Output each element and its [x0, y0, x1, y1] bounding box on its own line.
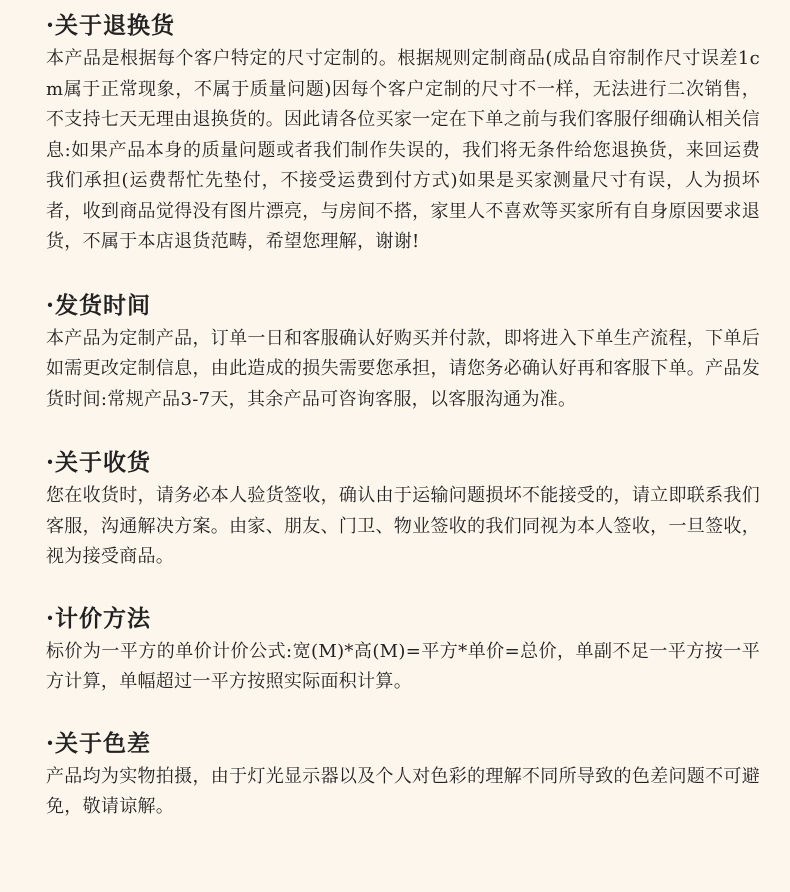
- section-body: 产品均为实物拍摄，由于灯光显示器以及个人对色彩的理解不同所导致的色差问题不可避免，敬请谅解。: [46, 765, 760, 817]
- section-receiving: [46, 447, 760, 573]
- section-body: 本产品是根据每个客户特定的尺寸定制的。根据规则定制商品(成品自帘制作尺寸误差1cm属于正常现象，不属于质量问题)因每个客户定制的尺寸不一样，无法进行二次销售，不支持七天无理由退换货的。因此请各位买家一定在下单之前与我们客服仔细确认相关信息:如果产品本身的质量问题或者我们制作失误的，我们将无条件给您退换货，来回运费我们承担(运费帮忙先垫付，不接受运费到付方式)如果是买家测量尺寸有误，人为损坏者，收到商品觉得没有图片漂亮，与房间不搭，家里人不喜欢等买家所有自身原因要求退货，不属于本店退货范畴，希望您理解，谢谢!: [46, 48, 760, 252]
- section-body: 本产品为定制产品，订单一日和客服确认好购买并付款，即将进入下单生产流程，下单后如需更改定制信息，由此造成的损失需要您承担，请您务必确认好再和客服下单。产品发货时间:常规产品3-7天，其余产品可咨询客服，以客服沟通为准。: [46, 327, 760, 410]
- section-heading: ·关于收货: [46, 449, 152, 476]
- section-returns: [46, 10, 760, 258]
- section-heading: ·关于色差: [46, 729, 152, 757]
- section-heading: ·关于退换货: [46, 12, 176, 39]
- section-body: 您在收货时，请务必本人验货签收，确认由于运输问题损坏不能接受的，请立即联系我们客服，沟通解决方案。由家、朋友、门卫、物业签收的我们同视为本人签收，一旦签收，视为接受商品。: [46, 485, 760, 567]
- section-pricing: [46, 603, 760, 698]
- section-heading: ·发货时间: [46, 291, 152, 319]
- section-body: 标价为一平方的单价计价公式:宽(M)*高(M)=平方*单价=总价，单副不足一平方按一平方计算，单幅超过一平方按照实际面积计算。: [46, 640, 760, 692]
- section-color-difference: [46, 728, 760, 823]
- section-heading: ·计价方法: [46, 604, 152, 632]
- section-shipping-time: [46, 290, 760, 416]
